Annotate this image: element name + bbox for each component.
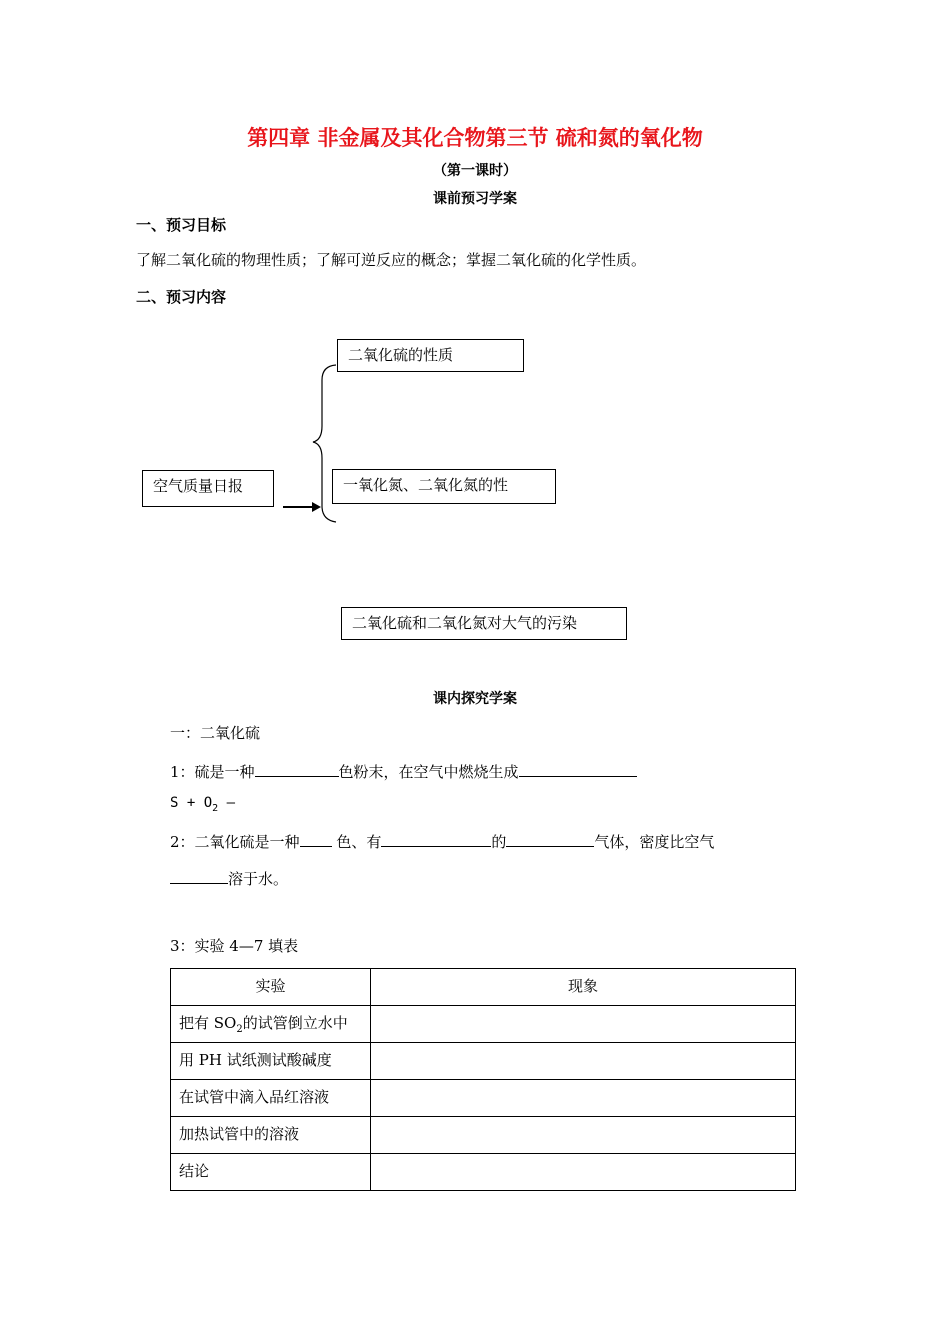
q1-text-b: 色粉末，在空气中燃烧生成 (338, 763, 519, 781)
question-3: 3：实验 4—7 填表 (170, 937, 299, 955)
equation-subscript: 2 (212, 802, 219, 814)
observation-cell[interactable] (371, 1154, 796, 1191)
pollution-label: 二氧化硫和二氧化氮对大气的污染 (352, 614, 578, 632)
table-row (171, 1154, 796, 1191)
equation-line (170, 795, 235, 814)
preview-heading: 课前预习学案 (433, 191, 517, 207)
arrow-head-icon (312, 502, 321, 512)
question-1 (170, 760, 637, 782)
air-quality-label: 空气质量日报 (153, 477, 244, 495)
table-header-row (171, 969, 796, 1006)
observation-cell[interactable] (371, 1080, 796, 1117)
so2-property-label: 二氧化硫的性质 (348, 346, 454, 364)
row-ph-test: 用 PH 试纸测试酸碱度 (171, 1043, 371, 1080)
row-magenta: 在试管中滴入品红溶液 (171, 1080, 371, 1117)
blank-so2-odor[interactable] (381, 830, 491, 847)
row-conclusion: 结论 (171, 1154, 371, 1191)
inclass-heading: 课内探究学案 (433, 691, 517, 707)
blank-combustion-product[interactable] (519, 760, 637, 777)
row-heat: 加热试管中的溶液 (171, 1117, 371, 1154)
equation-dash: — (218, 795, 236, 811)
row-invert-tube: 把有 $SO_2$的试管倒立水中 (171, 1006, 371, 1043)
experiment-table (170, 968, 796, 1191)
no-no2-property-label: 一氧化氮、二氧化氮的性 (343, 476, 509, 494)
q1-text-a: 1：硫是一种 (170, 763, 255, 781)
lesson-label: （第一课时） (433, 163, 517, 179)
blank-so2-property[interactable] (506, 830, 594, 847)
header-observation: 现象 (371, 969, 796, 1006)
goals-heading: 一、预习目标 (136, 216, 227, 234)
blank-so2-color[interactable] (300, 830, 332, 847)
table-row (171, 1080, 796, 1117)
content-heading: 二、预习内容 (136, 288, 227, 306)
equation-reactants: S + O (170, 795, 213, 811)
goals-text: 了解二氧化硫的物理性质；了解可逆反应的概念；掌握二氧化硫的化学性质。 (136, 251, 647, 269)
q2-text-d: 气体，密度比空气 (594, 833, 715, 851)
section-so2: 一：二氧化硫 (170, 724, 261, 742)
question-2-cont (170, 867, 288, 889)
observation-cell[interactable] (371, 1043, 796, 1080)
observation-cell[interactable] (371, 1117, 796, 1154)
q2-text-e: 溶于水。 (228, 870, 289, 888)
observation-cell[interactable] (371, 1006, 796, 1043)
table-row (171, 1117, 796, 1154)
blank-sulfur-color[interactable] (255, 760, 339, 777)
q2-text-b: 色、有 (331, 833, 382, 851)
curly-brace-icon (313, 365, 336, 522)
blank-so2-solubility[interactable] (170, 867, 228, 884)
question-2 (170, 830, 714, 852)
header-experiment: 实验 (171, 969, 371, 1006)
q2-text-c: 的 (491, 833, 507, 851)
document-title: 第四章 非金属及其化合物第三节 硫和氮的氧化物 (247, 126, 703, 150)
table-row (171, 1006, 796, 1043)
q2-text-a: 2：二氧化硫是一种 (170, 833, 300, 851)
table-row (171, 1043, 796, 1080)
